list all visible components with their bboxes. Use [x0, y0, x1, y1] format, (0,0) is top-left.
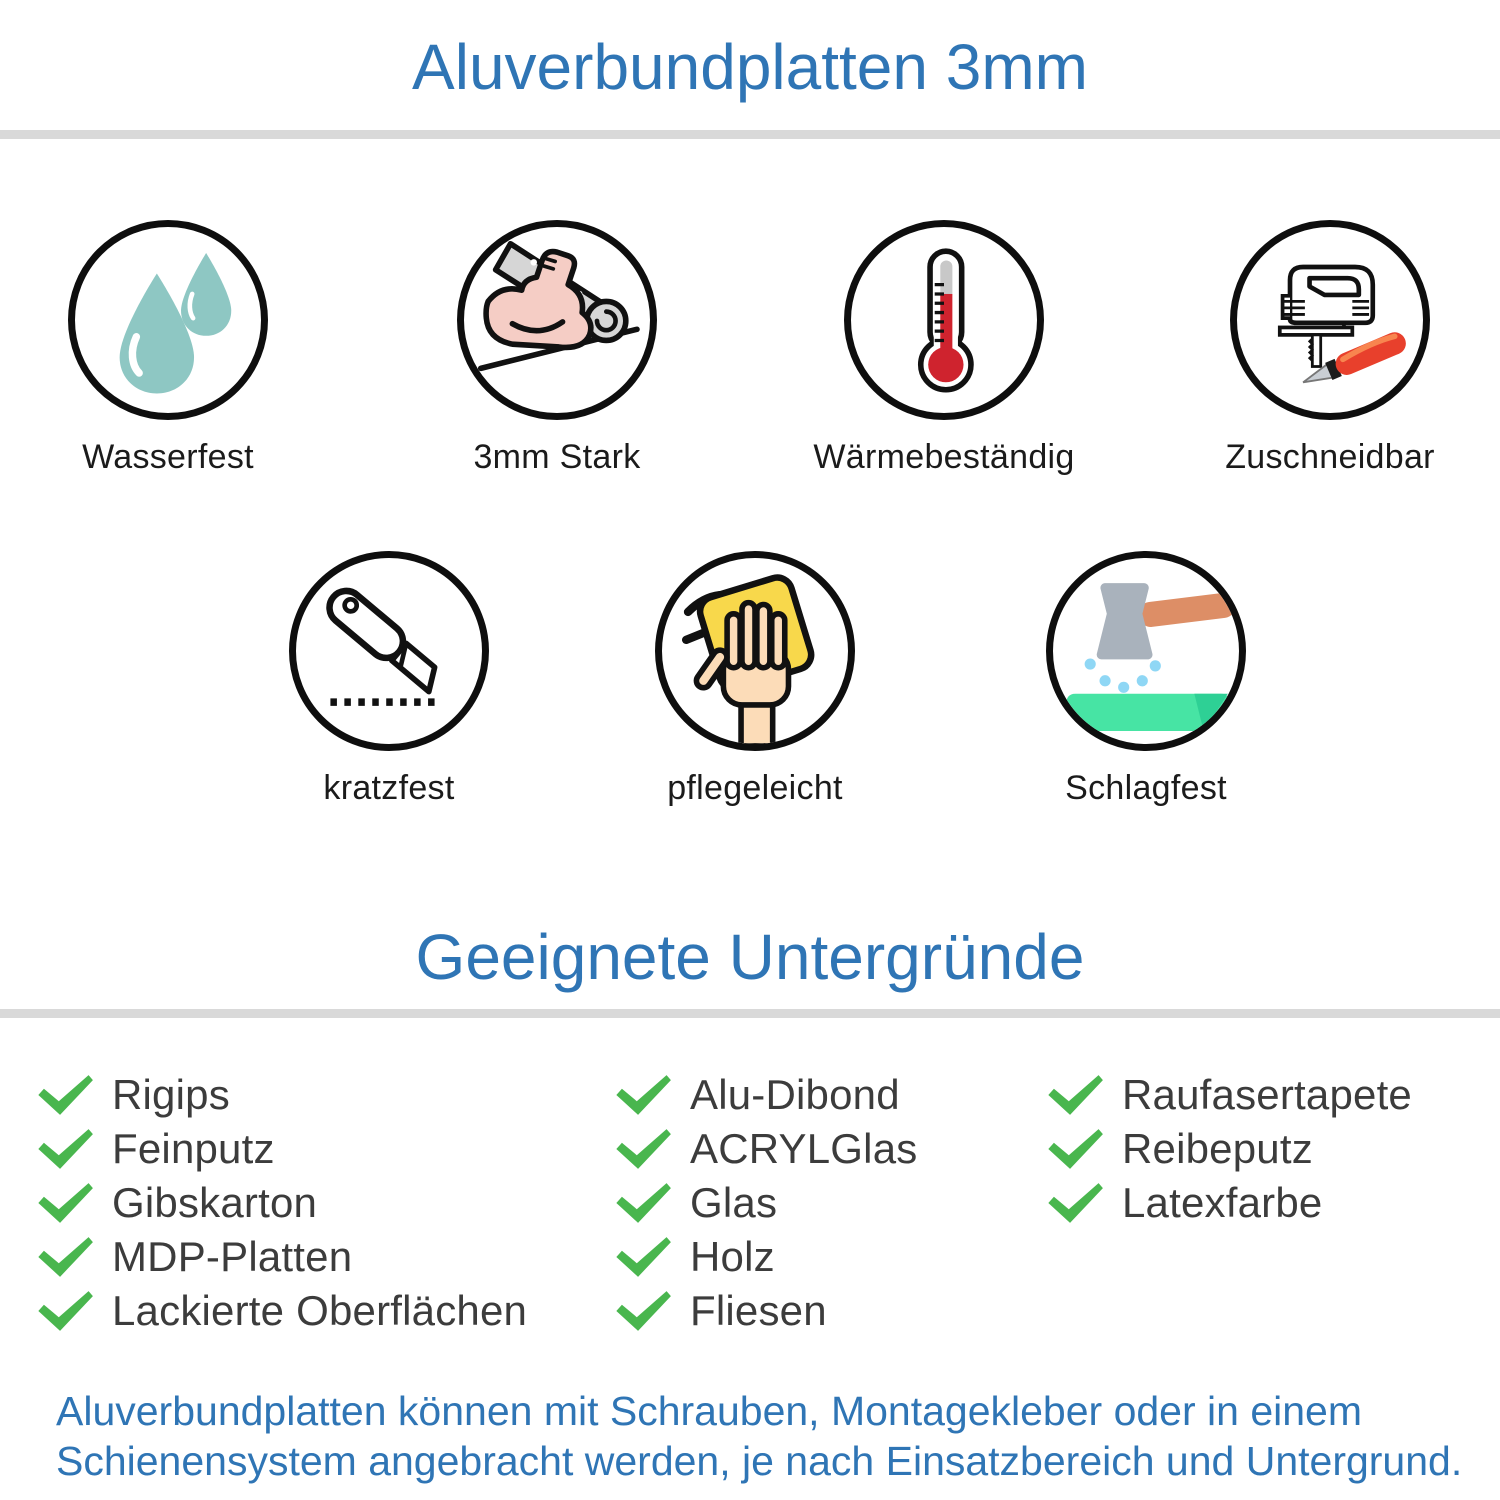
check-icon [1044, 1072, 1106, 1118]
substrate-label: Gibskarton [112, 1179, 318, 1226]
list-item [612, 1176, 917, 1230]
check-icon [34, 1072, 96, 1118]
feature-icon-circle [1046, 551, 1246, 751]
feature-waterproof [18, 220, 318, 477]
feature-label: Wärmebeständig [813, 438, 1075, 476]
feature-cuttable [1180, 220, 1480, 477]
substrate-label: Raufasertapete [1122, 1071, 1412, 1118]
list-item [1044, 1176, 1412, 1230]
feature-easy-care [605, 551, 905, 808]
check-icon [612, 1072, 674, 1118]
feature-label: Schlagfest [1065, 769, 1227, 807]
section-title-substrates: Geeignete Untergründe [415, 921, 1085, 993]
substrate-label: Alu-Dibond [690, 1071, 900, 1118]
flexed-arm-panel-icon [464, 227, 650, 413]
feature-label: Wasserfest [82, 438, 254, 476]
list-item [34, 1284, 527, 1338]
substrates-column-2 [612, 1068, 917, 1338]
feature-impact-resistant [996, 551, 1296, 808]
list-item [34, 1068, 527, 1122]
feature-icon-circle [68, 220, 268, 420]
list-item [612, 1284, 917, 1338]
list-item [1044, 1068, 1412, 1122]
list-item [34, 1230, 527, 1284]
mounting-note-line1: Aluverbundplatten können mit Schrauben, Montagekleber oder in einem [56, 1388, 1362, 1434]
thermometer-icon [851, 227, 1037, 413]
check-icon [34, 1126, 96, 1172]
hammer-impact-icon [1053, 558, 1239, 744]
list-item [1044, 1122, 1412, 1176]
check-icon [612, 1180, 674, 1226]
feature-label: Zuschneidbar [1225, 438, 1435, 476]
substrate-label: Reibeputz [1122, 1125, 1313, 1172]
check-icon [34, 1288, 96, 1334]
wiping-hand-icon [662, 558, 848, 744]
mounting-note-line2: Schienensystem angebracht werden, je nach Einsatzbereich und Untergrund. [56, 1438, 1463, 1484]
feature-icon-circle [655, 551, 855, 751]
substrate-label: Lackierte Oberflächen [112, 1287, 528, 1334]
substrate-label: Holz [690, 1233, 775, 1280]
feature-icon-circle [289, 551, 489, 751]
list-item [34, 1176, 527, 1230]
substrate-label: Fliesen [690, 1287, 827, 1334]
feature-label: pflegeleicht [667, 769, 843, 807]
divider [0, 1009, 1500, 1018]
feature-label: kratzfest [323, 769, 455, 807]
check-icon [1044, 1126, 1106, 1172]
substrate-label: Feinputz [112, 1125, 275, 1172]
list-item [34, 1122, 527, 1176]
substrate-label: ACRYLGlas [690, 1125, 918, 1172]
substrate-label: MDP-Platten [112, 1233, 353, 1280]
feature-icon-circle [844, 220, 1044, 420]
substrates-column-3 [1044, 1068, 1412, 1230]
substrate-label: Latexfarbe [1122, 1179, 1323, 1226]
water-drops-icon [75, 227, 261, 413]
page-title: Aluverbundplatten 3mm [412, 31, 1088, 103]
utility-knife-icon [296, 558, 482, 744]
substrates-column-1 [34, 1068, 527, 1338]
feature-scratchproof [239, 551, 539, 808]
feature-heat-resistant [794, 220, 1094, 477]
list-item [612, 1068, 917, 1122]
feature-thickness [407, 220, 707, 477]
substrate-label: Glas [690, 1179, 778, 1226]
list-item [612, 1122, 917, 1176]
check-icon [34, 1234, 96, 1280]
divider [0, 130, 1500, 139]
mounting-note [56, 1386, 1462, 1486]
check-icon [612, 1288, 674, 1334]
feature-label: 3mm Stark [473, 438, 641, 476]
check-icon [34, 1180, 96, 1226]
check-icon [1044, 1180, 1106, 1226]
check-icon [612, 1234, 674, 1280]
list-item [612, 1230, 917, 1284]
feature-icon-circle [1230, 220, 1430, 420]
feature-icon-circle [457, 220, 657, 420]
jigsaw-knife-icon [1237, 227, 1423, 413]
substrate-label: Rigips [112, 1071, 230, 1118]
check-icon [612, 1126, 674, 1172]
